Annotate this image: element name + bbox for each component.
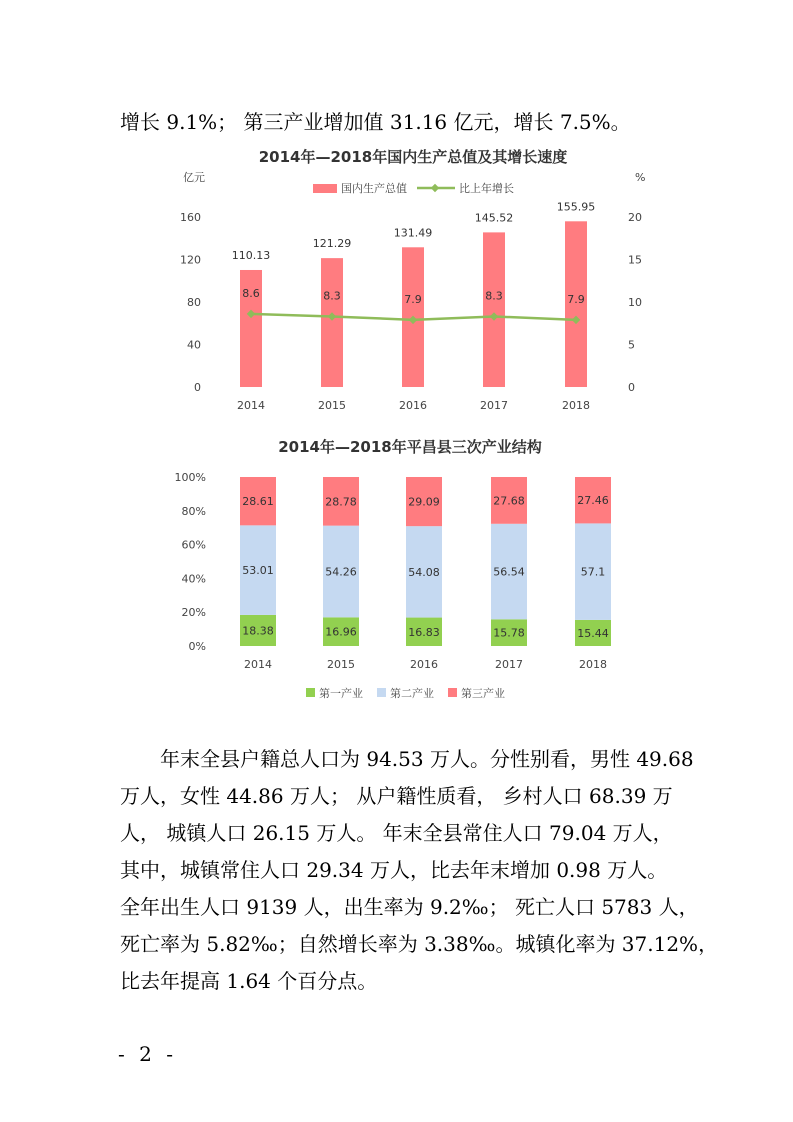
gdp-bar-2015 xyxy=(321,258,343,387)
structure-y-tick: 80% xyxy=(181,504,206,518)
gdp-left-unit: 亿元 xyxy=(183,171,205,184)
gdp-bar-2017 xyxy=(483,232,505,387)
gdp-right-tick: 10 xyxy=(628,296,642,309)
structure-value-label: 27.46 xyxy=(577,494,609,508)
structure-y-tick: 60% xyxy=(181,538,206,552)
gdp-right-unit: % xyxy=(635,171,646,184)
structure-value-label: 53.01 xyxy=(242,564,274,578)
structure-legend xyxy=(306,686,505,700)
legend-growth-label: 比上年增长 xyxy=(459,182,514,195)
paragraph-line: 死亡率为 5.82‰；自然增长率为 3.38‰。城镇化率为 37.12%， xyxy=(120,932,719,956)
structure-x-tick: 2017 xyxy=(495,658,523,671)
structure-value-label: 56.54 xyxy=(493,565,525,579)
structure-x-tick: 2018 xyxy=(579,658,607,671)
gdp-value-label: 155.95 xyxy=(556,200,596,214)
structure-x-tick: 2016 xyxy=(410,658,438,671)
gdp-value-label: 121.29 xyxy=(312,237,352,251)
structure-y-tick: 20% xyxy=(181,606,206,620)
legend-secondary-label: 第二产业 xyxy=(390,687,434,700)
structure-value-label: 57.1 xyxy=(580,565,606,579)
structure-y-tick: 100% xyxy=(174,471,206,484)
structure-x-tick: 2015 xyxy=(327,658,355,671)
top-text-line: 增长 9.1%； 第三产业增加值 31.16 亿元，增长 7.5%。 xyxy=(120,110,631,134)
gdp-value-label: 131.49 xyxy=(393,226,433,240)
gdp-chart-title: 2014年—2018年国内生产总值及其增长速度 xyxy=(258,148,568,166)
legend-gdp-label: 国内生产总值 xyxy=(341,182,407,195)
structure-value-label: 16.96 xyxy=(325,625,357,639)
structure-y-tick: 0% xyxy=(188,640,206,653)
legend-primary-swatch xyxy=(306,688,315,697)
gdp-left-tick: 120 xyxy=(180,253,201,267)
legend-tertiary-label: 第三产业 xyxy=(461,687,505,700)
structure-value-label: 27.68 xyxy=(493,494,525,508)
gdp-x-tick: 2017 xyxy=(480,399,508,412)
legend-tertiary-swatch xyxy=(448,688,457,697)
structure-value-label: 29.09 xyxy=(408,495,440,509)
legend-secondary-swatch xyxy=(377,688,386,697)
structure-value-label: 16.83 xyxy=(408,625,440,639)
structure-value-label: 15.44 xyxy=(577,626,609,640)
gdp-x-tick: 2018 xyxy=(562,399,590,412)
growth-value-label: 7.9 xyxy=(404,292,422,306)
gdp-value-label: 110.13 xyxy=(231,248,271,262)
gdp-plot xyxy=(180,200,642,412)
structure-value-label: 18.38 xyxy=(242,624,274,638)
gdp-x-tick: 2015 xyxy=(318,399,346,412)
gdp-left-tick: 0 xyxy=(194,381,201,394)
growth-value-label: 8.3 xyxy=(485,289,503,303)
paragraph-line: 万人，女性 44.86 万人； 从户籍性质看， 乡村人口 68.39 万 xyxy=(120,784,673,808)
structure-x-tick: 2014 xyxy=(244,658,272,671)
legend-primary-label: 第一产业 xyxy=(319,687,363,700)
gdp-right-tick: 5 xyxy=(628,338,635,352)
growth-value-label: 8.6 xyxy=(242,286,260,300)
gdp-x-tick: 2016 xyxy=(399,399,427,412)
gdp-value-label: 145.52 xyxy=(474,211,514,225)
gdp-x-tick: 2014 xyxy=(237,399,265,412)
paragraph-line: 比去年提高 1.64 个百分点。 xyxy=(120,969,378,993)
population-paragraph xyxy=(120,741,719,1000)
structure-chart-title: 2014年—2018年平昌县三次产业结构 xyxy=(278,438,542,456)
legend-gdp-swatch xyxy=(313,184,337,193)
gdp-left-tick: 40 xyxy=(187,338,201,352)
paragraph-line: 其中，城镇常住人口 29.34 万人，比去年末增加 0.98 万人。 xyxy=(120,858,668,882)
structure-value-label: 15.78 xyxy=(493,626,525,640)
legend-growth-marker xyxy=(431,184,439,192)
paragraph-line: 全年出生人口 9139 人，出生率为 9.2‰； 死亡人口 5783 人， xyxy=(120,895,699,919)
structure-value-label: 54.08 xyxy=(408,565,440,579)
structure-value-label: 54.26 xyxy=(325,565,357,579)
structure-plot xyxy=(175,471,611,671)
gdp-left-tick: 80 xyxy=(187,296,201,309)
paragraph-line: 年末全县户籍总人口为 94.53 万人。分性别看，男性 49.68 xyxy=(160,747,694,771)
growth-value-label: 8.3 xyxy=(323,289,341,303)
growth-value-label: 7.9 xyxy=(567,292,585,306)
gdp-right-tick: 0 xyxy=(628,381,635,394)
structure-value-label: 28.61 xyxy=(242,495,274,509)
page-number: - 2 - xyxy=(118,1042,177,1066)
gdp-right-tick: 15 xyxy=(628,253,642,267)
gdp-right-tick: 20 xyxy=(628,211,642,224)
gdp-left-tick: 160 xyxy=(180,211,201,224)
paragraph-line: 人， 城镇人口 26.15 万人。 年末全县常住人口 79.04 万人， xyxy=(120,821,673,845)
structure-value-label: 28.78 xyxy=(325,495,357,509)
structure-y-tick: 40% xyxy=(181,572,206,586)
